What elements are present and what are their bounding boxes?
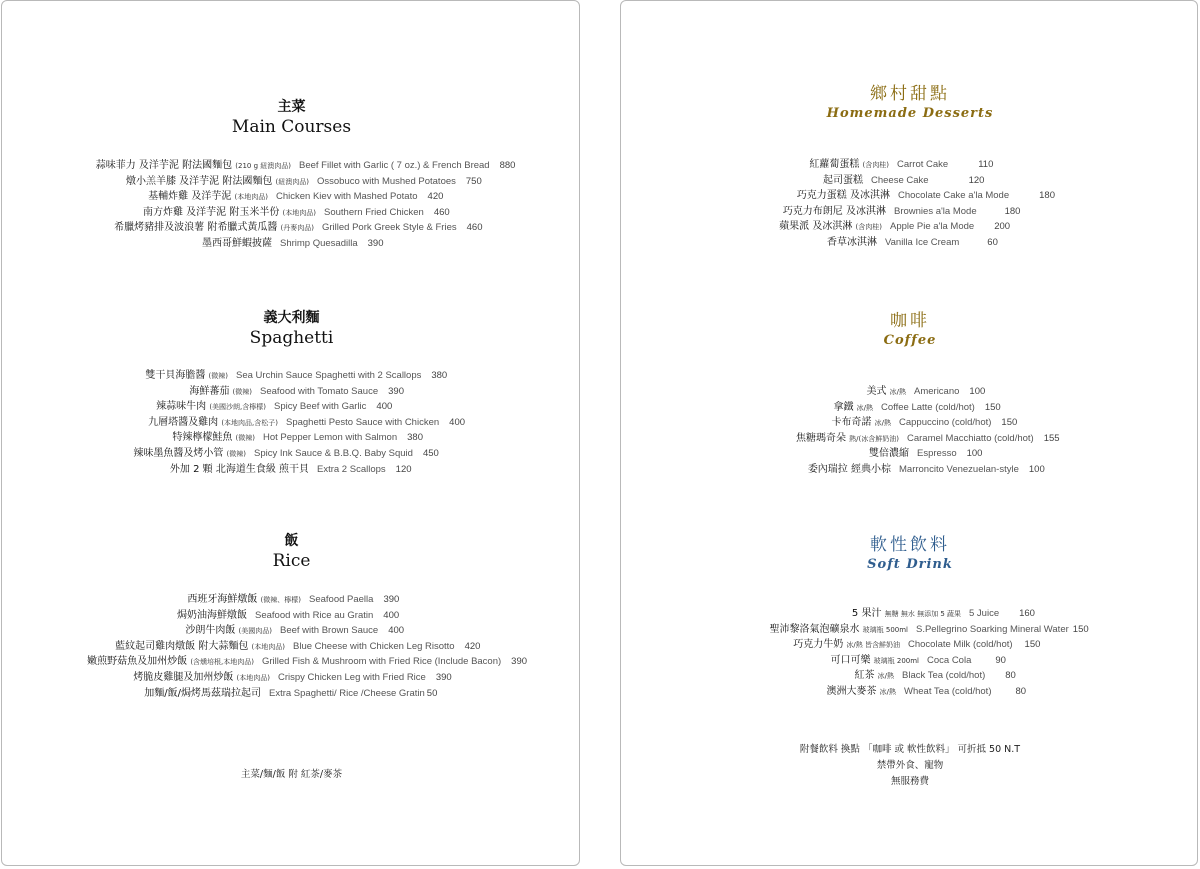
menu-item: 5 果汁 無糖 無水 無添加 5 蔬果 5 Juice 160: [851, 608, 1035, 619]
rice-title-zh: 飯: [284, 533, 299, 549]
menu-item: 特辣檸檬鮭魚 (微辣) Hot Pepper Lemon with Salmon 380: [172, 432, 423, 444]
rice-title-en: Rice: [272, 551, 311, 571]
menu-item: 巧克力蛋糕 及冰淇淋 Chocolate Cake a'la Mode 180: [796, 190, 1055, 202]
menu-item: 美式 冰/熱 Americano 100: [866, 386, 986, 397]
menu-item: 雙倍濃縮 Espresso 100: [869, 448, 983, 460]
menu-page-left: [1, 0, 580, 866]
desserts-heading: [621, 85, 1199, 125]
spaghetti-list: [2, 368, 465, 477]
rice-list: [2, 592, 527, 701]
soft-drink-list: [621, 606, 1089, 700]
menu-item: 嫩煎野菇魚及加州炒飯 (含燻培根,本地肉品) Grilled Fish & Mushroom with Fried Rice (Include Bacon) 390: [87, 656, 528, 668]
right-footer-notes: [621, 742, 1199, 790]
soft-drink-title-zh: 軟性飲料: [870, 535, 950, 555]
menu-item: 加麵/飯/焗烤馬茲瑞拉起司 Extra Spaghetti/ Rice /Cheese Gratin 50: [144, 687, 438, 699]
main-courses-list: [2, 158, 515, 252]
menu-item: 墨西哥鮮蝦披薩 Shrimp Quesadilla 390: [202, 237, 384, 249]
menu-item: 南方炸雞 及洋芋泥 附玉米半份 (本地肉品) Southern Fried Chicken 460: [142, 206, 450, 218]
menu-item: 辣味墨魚醬及烤小管 (微辣) Spicy Ink Sauce & B.B.Q. Baby Squid 450: [133, 447, 439, 459]
desserts-title-zh: 鄉村甜點: [870, 84, 950, 104]
menu-item: 辣蒜味牛肉 (美國沙朗,含檸檬) Spicy Beef with Garlic 400: [156, 401, 393, 413]
menu-item: 巧克力布朗尼 及冰淇淋 Brownies a'la Mode 180: [782, 205, 1021, 217]
menu-item: 蒜味菲力 及洋芋泥 附法國麵包 (210 g 紐澳肉品) Beef Fillet with Garlic ( 7 oz.) & French Bread 880: [95, 160, 516, 171]
main-courses-heading: [2, 98, 581, 138]
spaghetti-heading: [2, 309, 581, 349]
menu-page-right: [620, 0, 1198, 866]
menu-item: 澳洲大麥茶 冰/熱 Wheat Tea (cold/hot) 80: [826, 685, 1027, 697]
menu-item: 藍紋起司雞肉燉飯 附大蒜麵包 (本地肉品) Blue Cheese with Chicken Leg Risotto 420: [115, 640, 481, 652]
menu-item: 巧克力牛奶 冰/熱 皆含鮮奶油 Chocolate Milk (cold/hot) 150: [793, 639, 1041, 651]
desserts-list: [621, 157, 1055, 251]
soft-drink-title-en: Soft Drink: [867, 557, 953, 572]
spaghetti-title-zh: 義大利麵: [263, 310, 320, 326]
menu-item: 外加 2 顆 北海道生食級 煎干貝 Extra 2 Scallops 120: [169, 463, 412, 475]
desserts-title-en: Homemade Desserts: [826, 106, 994, 121]
soft-drink-heading: [621, 536, 1199, 576]
menu-item: 海鮮蕃茄 (微辣) Seafood with Tomato Sauce 390: [189, 385, 404, 397]
coffee-list: [621, 384, 1060, 478]
no-outside-food-note: 禁帶外食、寵物: [876, 760, 944, 771]
coffee-heading: [621, 312, 1199, 352]
coffee-title-en: Coffee: [883, 333, 937, 348]
menu-item: 烤脆皮雞腿及加州炒飯 (本地肉品) Crispy Chicken Leg with Fried Rice 390: [133, 671, 452, 683]
menu-item: 蘋果派 及冰淇淋 (含肉桂) Apple Pie a'la Mode 200: [779, 221, 1011, 233]
menu-item: 沙朗牛肉飯 (美國肉品) Beef with Brown Sauce 400: [185, 625, 405, 637]
main-courses-title-zh: 主菜: [277, 99, 306, 115]
no-service-charge-note: 無服務費: [890, 776, 929, 787]
menu-item: 起司蛋糕 Cheese Cake 120: [823, 174, 985, 186]
main-courses-title-en: Main Courses: [231, 117, 352, 137]
menu-item: 可口可樂 玻璃瓶 200ml Coca Cola 90: [830, 654, 1006, 666]
menu-item: 焦糖瑪奇朵 熱/(冰含鮮奶油) Caramel Macchiatto (cold/hot) 155: [795, 432, 1060, 444]
menu-item: 希臘烤豬排及波浪薯 附希臘式黃瓜醬 (丹麥肉品) Grilled Pork Greek Style & Fries 460: [114, 222, 483, 234]
menu-item: 燉小羔羊膝 及洋芋泥 附法國麵包 (紐澳肉品) Ossobuco with Mushed Potatoes 750: [125, 175, 482, 187]
menu-item: 拿鐵 冰/熱 Coffee Latte (cold/hot) 150: [833, 401, 1001, 413]
drink-upgrade-note: 附餐飲料 換點 「咖啡 或 軟性飲料」 可折抵 50 N.T: [799, 744, 1021, 755]
menu-item: 基輔炸雞 及洋芋泥 (本地肉品) Chicken Kiev with Mashed Potato 420: [148, 191, 444, 203]
menu-item: 九層塔醬及雞肉 (本地肉品,含松子) Spaghetti Pesto Sauce with Chicken 400: [148, 416, 466, 428]
menu-item: 紅茶 冰/熱 Black Tea (cold/hot) 80: [854, 670, 1016, 682]
spaghetti-title-en: Spaghetti: [249, 328, 334, 348]
coffee-title-zh: 咖啡: [890, 311, 930, 331]
left-footer-note: 主菜/麵/飯 附 紅茶/麥茶: [240, 769, 343, 780]
menu-item: 西班牙海鮮燉飯 (微辣、檸檬) Seafood Paella 390: [187, 594, 400, 605]
menu-item: 委內瑞拉 經典小棕 Marroncito Venezuelan-style 100: [807, 463, 1045, 475]
menu-item: 卡布奇諾 冰/熱 Cappuccino (cold/hot) 150: [831, 417, 1018, 429]
menu-item: 焗奶油海鮮燉飯 Seafood with Rice au Gratin 400: [177, 609, 400, 621]
rice-heading: [2, 532, 581, 572]
menu-item: 紅蘿蔔蛋糕 (含肉桂) Carrot Cake 110: [809, 159, 994, 170]
menu-item: 雙干貝海膽醬 (微辣) Sea Urchin Sauce Spaghetti with 2 Scallops 380: [145, 370, 448, 381]
menu-item: 聖沛黎洛氣泡礦泉水 玻璃瓶 500ml S.Pellegrino Soarking Mineral Water 150: [769, 623, 1089, 635]
menu-item: 香草冰淇淋 Vanilla Ice Cream 60: [827, 236, 998, 248]
